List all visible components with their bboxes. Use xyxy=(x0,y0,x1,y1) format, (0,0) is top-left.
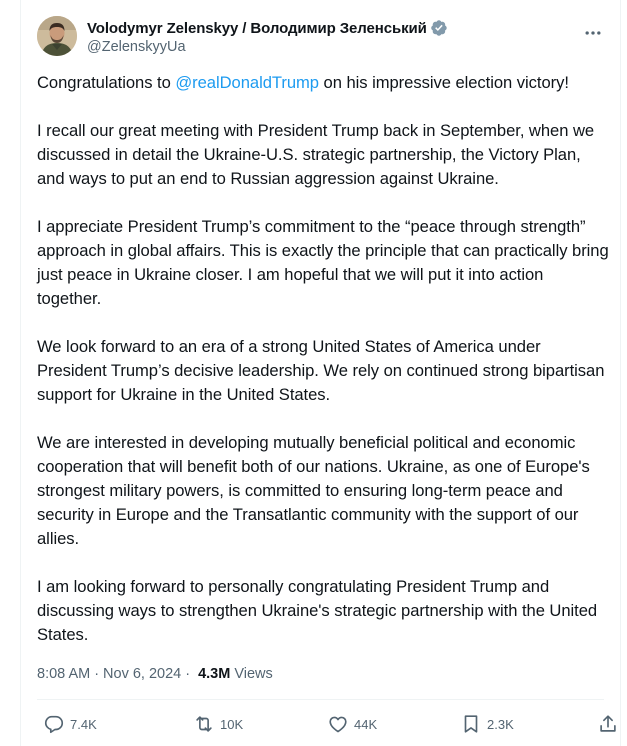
author-display-name[interactable]: Volodymyr Zelenskyy / Володимир Зеленський xyxy=(87,19,427,37)
share-button[interactable] xyxy=(597,710,619,738)
paragraph-1-start: Congratulations to xyxy=(37,73,176,92)
mention-link[interactable]: @realDonaldTrump xyxy=(175,73,319,92)
heart-icon xyxy=(327,713,349,735)
meta-separator-2: · xyxy=(185,666,191,682)
paragraph-1-end: on his impressive election victory! xyxy=(318,73,569,92)
bookmark-button[interactable] xyxy=(460,710,514,738)
paragraph-5: We are interested in developing mutually beneficial political and economic cooperation that will benefit both of our nations. Ukraine, as one of Europe's strongest military powers, is committed to ensuring long-term peace and security in Europe and the Transatlantic community with the support of our allies. xyxy=(37,433,590,548)
more-options-button[interactable] xyxy=(580,20,606,46)
tweet-card xyxy=(20,0,621,746)
reply-count: 7.4K xyxy=(70,716,97,732)
avatar[interactable] xyxy=(37,16,77,56)
tweet-header xyxy=(37,14,604,62)
repost-icon xyxy=(193,713,215,735)
repost-button[interactable] xyxy=(193,710,243,738)
bookmark-icon xyxy=(460,713,482,735)
author-handle[interactable]: @ZelenskyyUa xyxy=(87,39,186,55)
action-bar xyxy=(37,710,604,738)
paragraph-6: I am looking forward to personally congratulating President Trump and discussing ways to strengthen Ukraine's strategic partnership with the United States. xyxy=(37,577,598,644)
reply-button[interactable] xyxy=(43,710,97,738)
like-count: 44K xyxy=(354,716,378,732)
avatar-image-icon xyxy=(37,16,77,56)
views-count: 4.3M xyxy=(198,666,231,682)
tweet-time[interactable]: 8:08 AM xyxy=(37,666,91,682)
paragraph-4: We look forward to an era of a strong United States of America under President Trump’s decisive leadership. We rely on continued strong bipartisan support for Ukraine in the United States. xyxy=(37,337,605,404)
divider xyxy=(37,699,604,700)
meta-separator: · xyxy=(94,666,100,682)
verified-badge-icon xyxy=(430,19,448,37)
tweet-text xyxy=(37,71,609,671)
tweet-date[interactable]: Nov 6, 2024 xyxy=(103,666,182,682)
paragraph-3: I appreciate President Trump’s commitment to the “peace through strength” approach in global affairs. This is exactly the principle that can practically bring just peace in Ukraine closer. I am hopeful that we will put it into action together. xyxy=(37,217,609,308)
more-horizontal-icon xyxy=(583,23,603,43)
paragraph-1 xyxy=(37,71,609,95)
bookmark-count: 2.3K xyxy=(487,716,514,732)
paragraph-2: I recall our great meeting with President Trump back in September, when we discussed in detail the Ukraine-U.S. strategic partnership, the Victory Plan, and ways to put an end to Russian aggression against Ukraine. xyxy=(37,121,595,188)
reply-icon xyxy=(43,713,65,735)
like-button[interactable] xyxy=(327,710,377,738)
tweet-meta xyxy=(37,662,273,686)
author-names xyxy=(87,18,448,55)
views-label: Views xyxy=(234,666,273,682)
repost-count: 10K xyxy=(220,716,244,732)
share-icon xyxy=(597,713,619,735)
